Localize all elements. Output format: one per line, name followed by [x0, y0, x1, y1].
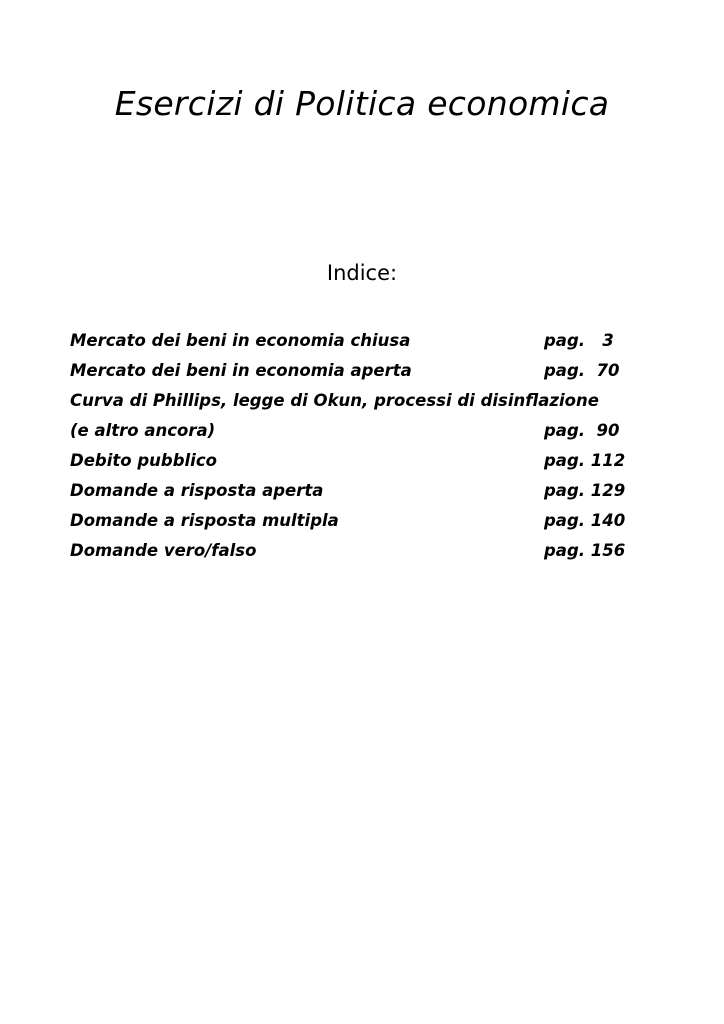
toc-entry	[70, 361, 670, 391]
toc-entry-page: pag. 156	[544, 541, 626, 560]
toc-entry-title: Domande vero/falso	[70, 541, 257, 560]
index-heading: Indice:	[326, 261, 398, 285]
document-title: Esercizi di Politica economica	[114, 84, 610, 123]
toc-entry	[70, 391, 670, 421]
toc-entry-page: pag. 90	[544, 421, 620, 440]
toc-entry-title: Curva di Phillips, legge di Okun, processi di disinflazione	[70, 391, 599, 410]
toc-entry	[70, 541, 670, 571]
toc-entry	[70, 511, 670, 541]
toc-entry-page: pag. 3	[544, 331, 614, 350]
toc-entry-title: Mercato dei beni in economia chiusa	[70, 331, 411, 350]
toc-entry-page: pag. 112	[544, 451, 626, 470]
toc-entry-page: pag. 70	[544, 361, 620, 380]
table-of-contents	[70, 331, 670, 571]
toc-entry	[70, 421, 670, 451]
toc-entry	[70, 331, 670, 361]
toc-entry	[70, 481, 670, 511]
toc-entry-title: Mercato dei beni in economia aperta	[70, 361, 412, 380]
toc-entry-title: Domande a risposta multipla	[70, 511, 339, 530]
toc-entry-title: Domande a risposta aperta	[70, 481, 324, 500]
toc-entry	[70, 451, 670, 481]
toc-entry-title: Debito pubblico	[70, 451, 217, 470]
toc-entry-page: pag. 140	[544, 511, 626, 530]
toc-entry-title: (e altro ancora)	[70, 421, 216, 440]
toc-entry-page: pag. 129	[544, 481, 626, 500]
